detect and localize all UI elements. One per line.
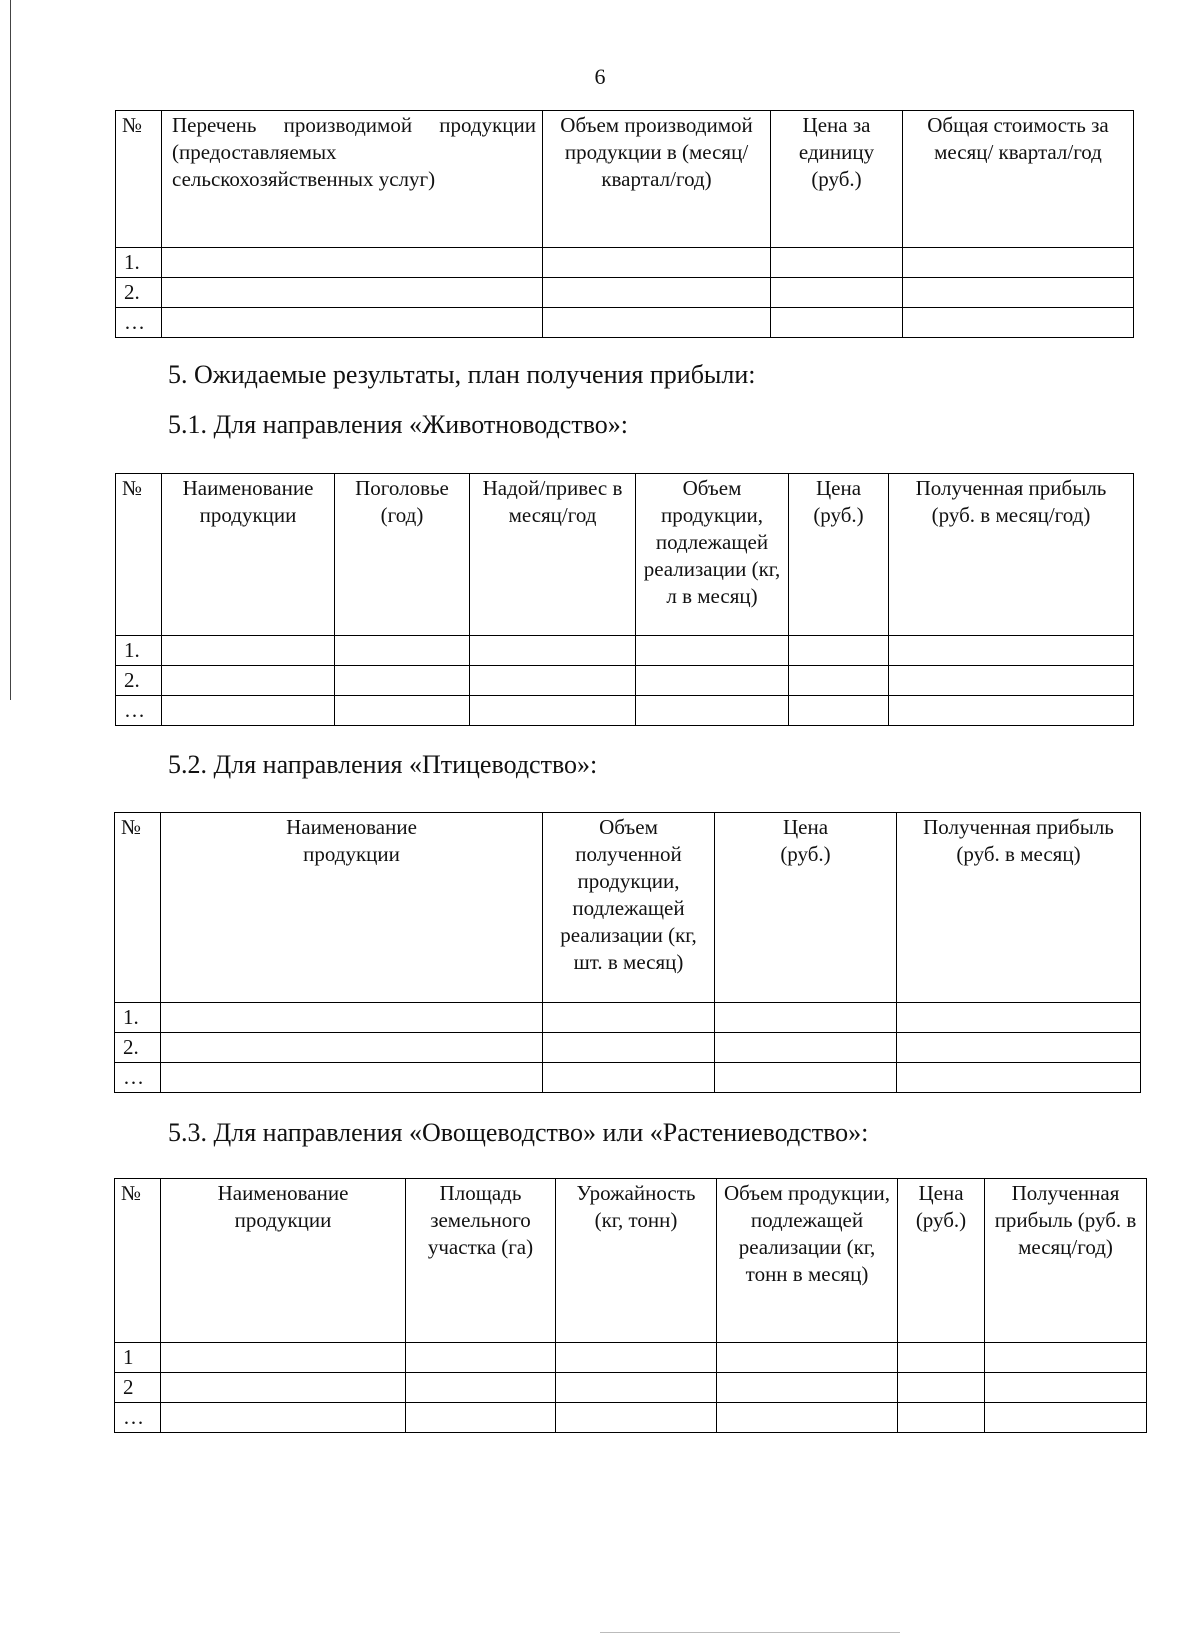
empty-cell — [162, 666, 335, 696]
table-row — [115, 1003, 1141, 1033]
table-row — [116, 636, 1134, 666]
table-header-row — [116, 474, 1134, 636]
row-number: … — [116, 696, 162, 726]
section-5-2-heading: 5.2. Для направления «Птицеводство»: — [168, 750, 598, 779]
column-header-sale-volume: Объем продукции, подлежащей реализации (кг, тонн в месяц) — [717, 1179, 898, 1343]
empty-cell — [898, 1343, 985, 1373]
empty-cell — [903, 308, 1134, 338]
column-header-product-name: Наименование продукции — [162, 474, 335, 636]
empty-cell — [161, 1403, 406, 1433]
column-header-price: Цена (руб.) — [715, 813, 897, 1003]
empty-cell — [406, 1373, 556, 1403]
empty-cell — [543, 278, 771, 308]
empty-cell — [556, 1373, 717, 1403]
livestock-table — [115, 473, 1134, 726]
empty-cell — [636, 666, 789, 696]
column-header-number: № — [115, 1179, 161, 1343]
empty-cell — [717, 1343, 898, 1373]
row-number: … — [116, 308, 162, 338]
table-row — [116, 696, 1134, 726]
empty-cell — [543, 1033, 715, 1063]
row-number: 1. — [116, 248, 162, 278]
row-number: 2. — [116, 666, 162, 696]
column-header-sale-volume: Объем полученной продукции, подлежащей реализации (кг, шт. в месяц) — [543, 813, 715, 1003]
empty-cell — [406, 1343, 556, 1373]
empty-cell — [162, 248, 543, 278]
table-row — [116, 248, 1134, 278]
empty-cell — [543, 308, 771, 338]
empty-cell — [903, 248, 1134, 278]
empty-cell — [162, 278, 543, 308]
empty-cell — [161, 1033, 543, 1063]
column-header-product-name: Наименование продукции — [161, 1179, 406, 1343]
column-header-yield-gain: Надой/привес в месяц/год — [470, 474, 636, 636]
table-row — [116, 308, 1134, 338]
empty-cell — [715, 1033, 897, 1063]
row-number: 2 — [115, 1373, 161, 1403]
empty-cell — [771, 248, 903, 278]
empty-cell — [161, 1003, 543, 1033]
empty-cell — [335, 696, 470, 726]
row-number: 1. — [116, 636, 162, 666]
empty-cell — [406, 1403, 556, 1433]
section-5-1-heading: 5.1. Для направления «Животноводство»: — [168, 410, 629, 439]
empty-cell — [162, 696, 335, 726]
column-header-harvest-yield: Урожайность (кг, тонн) — [556, 1179, 717, 1343]
column-header-product-name: Наименование продукции — [161, 813, 543, 1003]
empty-cell — [898, 1403, 985, 1433]
empty-cell — [715, 1063, 897, 1093]
empty-cell — [717, 1403, 898, 1433]
row-number: 2. — [116, 278, 162, 308]
empty-cell — [897, 1033, 1141, 1063]
empty-cell — [162, 636, 335, 666]
column-header-volume: Объем производимой продукции в (месяц/ квартал/год) — [543, 111, 771, 248]
column-header-price: Цена (руб.) — [789, 474, 889, 636]
column-header-profit: Полученная прибыль (руб. в месяц/год) — [985, 1179, 1147, 1343]
table-row — [115, 1373, 1147, 1403]
empty-cell — [161, 1343, 406, 1373]
empty-cell — [636, 636, 789, 666]
column-header-number: № — [115, 813, 161, 1003]
products-table — [115, 110, 1134, 338]
page-number: 6 — [594, 64, 606, 89]
row-number: 1 — [115, 1343, 161, 1373]
column-header-number: № — [116, 111, 162, 248]
empty-cell — [985, 1403, 1147, 1433]
column-header-profit: Полученная прибыль (руб. в месяц) — [897, 813, 1141, 1003]
table-row — [115, 1403, 1147, 1433]
crop-table — [114, 1178, 1147, 1433]
column-header-land-area: Площадь земельного участка (га) — [406, 1179, 556, 1343]
empty-cell — [161, 1373, 406, 1403]
table-row — [115, 1063, 1141, 1093]
table-header-row — [116, 111, 1134, 248]
empty-cell — [789, 636, 889, 666]
poultry-table — [114, 812, 1141, 1093]
empty-cell — [985, 1373, 1147, 1403]
empty-cell — [543, 1063, 715, 1093]
section-5-3-heading: 5.3. Для направления «Овощеводство» или «Растениеводство»: — [168, 1118, 869, 1147]
empty-cell — [889, 696, 1134, 726]
column-header-livestock-count: Поголовье (год) — [335, 474, 470, 636]
empty-cell — [556, 1403, 717, 1433]
empty-cell — [898, 1373, 985, 1403]
empty-cell — [556, 1343, 717, 1373]
scan-margin-line — [10, 0, 11, 700]
empty-cell — [335, 666, 470, 696]
empty-cell — [717, 1373, 898, 1403]
row-number: … — [115, 1063, 161, 1093]
column-header-profit: Полученная прибыль (руб. в месяц/год) — [889, 474, 1134, 636]
empty-cell — [162, 308, 543, 338]
column-header-total-cost: Общая стоимость за месяц/ квартал/год — [903, 111, 1134, 248]
table-header-row — [115, 1179, 1147, 1343]
empty-cell — [897, 1063, 1141, 1093]
table-row — [116, 278, 1134, 308]
empty-cell — [543, 248, 771, 278]
empty-cell — [636, 696, 789, 726]
empty-cell — [161, 1063, 543, 1093]
empty-cell — [470, 666, 636, 696]
empty-cell — [789, 666, 889, 696]
empty-cell — [470, 696, 636, 726]
column-header-product-list: Перечень производимой продукции (предоставляемых сельскохозяйственных услуг) — [162, 111, 543, 248]
empty-cell — [903, 278, 1134, 308]
empty-cell — [543, 1003, 715, 1033]
empty-cell — [335, 636, 470, 666]
table-row — [115, 1033, 1141, 1063]
row-number: … — [115, 1403, 161, 1433]
empty-cell — [889, 666, 1134, 696]
column-header-number: № — [116, 474, 162, 636]
section-5-heading: 5. Ожидаемые результаты, план получения прибыли: — [168, 360, 756, 389]
empty-cell — [771, 278, 903, 308]
row-number: 1. — [115, 1003, 161, 1033]
column-header-sale-volume: Объем продукции, подлежащей реализации (кг, л в месяц) — [636, 474, 789, 636]
empty-cell — [715, 1003, 897, 1033]
table-header-row — [115, 813, 1141, 1003]
empty-cell — [897, 1003, 1141, 1033]
column-header-unit-price: Цена за единицу (руб.) — [771, 111, 903, 248]
empty-cell — [789, 696, 889, 726]
empty-cell — [470, 636, 636, 666]
column-header-price: Цена (руб.) — [898, 1179, 985, 1343]
scan-bottom-mark — [600, 1632, 900, 1633]
row-number: 2. — [115, 1033, 161, 1063]
empty-cell — [771, 308, 903, 338]
empty-cell — [985, 1343, 1147, 1373]
table-row — [115, 1343, 1147, 1373]
table-row — [116, 666, 1134, 696]
empty-cell — [889, 636, 1134, 666]
